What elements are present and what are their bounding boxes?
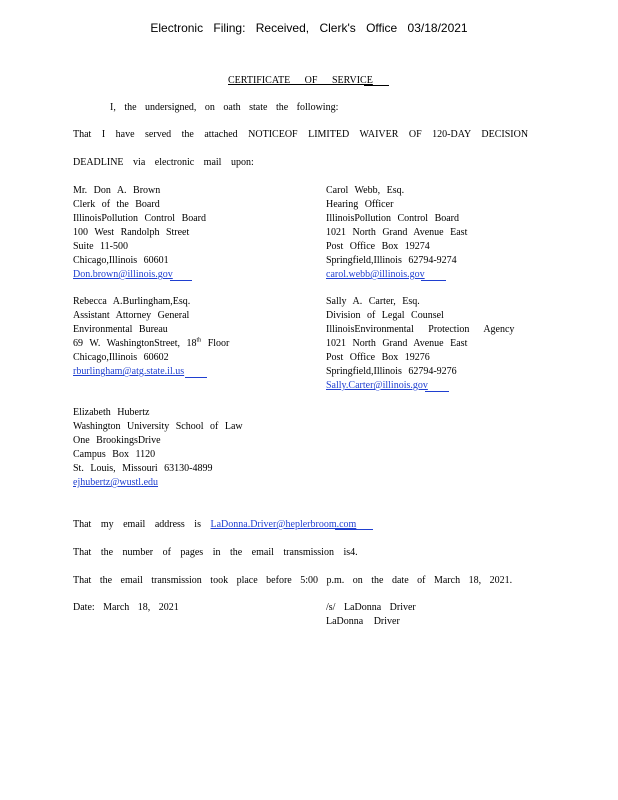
recipient-street (73, 337, 229, 351)
recipient-title: Assistant Attorney General (73, 310, 190, 321)
recipient-webb (326, 184, 467, 282)
email-underline (335, 529, 373, 530)
recipient-title: Hearing Officer (326, 199, 394, 210)
recipient-carter (326, 295, 514, 393)
recipient-email-link[interactable]: Don.brown@illinois.gov (73, 269, 173, 280)
recipient-city: Chicago,Illinois 60601 (73, 255, 169, 266)
email-line-text: That my email address is (73, 519, 201, 530)
street-text: 69 W. WashingtonStreet, 18 (73, 338, 197, 349)
recipient-org: Environmental Bureau (73, 324, 168, 335)
recipient-street: 1021 North Grand Avenue East (326, 227, 468, 238)
recipient-city: Chicago,Illinois 60602 (73, 352, 169, 363)
recipient-suite: Suite 11-500 (73, 241, 129, 252)
floor-text: Floor (207, 338, 230, 349)
email-underline (425, 391, 449, 392)
recipient-name: Rebecca A.Burlingham,Esq. (73, 296, 191, 307)
filing-header: Electronic Filing: Received, Clerk's Office 03/18/2021 (150, 21, 468, 35)
recipient-city: St. Louis, Missouri 63130-4899 (73, 463, 213, 474)
served-line-2: DEADLINE via electronic mail upon: (73, 157, 254, 168)
recipient-burlingham (73, 295, 229, 379)
recipient-street: 100 West Randolph Street (73, 227, 190, 238)
recipient-pobox: Post Office Box 19276 (326, 352, 430, 363)
ordinal-suffix: th (196, 337, 202, 344)
title-underline (364, 85, 389, 86)
email-underline (185, 377, 207, 378)
date-line: Date: March 18, 2021 (73, 602, 179, 613)
email-underline (421, 280, 446, 281)
recipient-city: Springfield,Illinois 62794-9276 (326, 366, 457, 377)
recipient-org: IllinoisPollution Control Board (73, 213, 207, 224)
recipient-email-link[interactable]: Sally.Carter@illinois.gov (326, 380, 428, 391)
sender-email-link[interactable]: LaDonna.Driver@heplerbroom.com (210, 519, 357, 530)
recipient-email-link[interactable]: ejhubertz@wustl.edu (73, 477, 159, 488)
recipient-street: One BrookingsDrive (73, 435, 161, 446)
recipient-name: Elizabeth Hubertz (73, 407, 150, 418)
recipient-street: 1021 North Grand Avenue East (326, 338, 468, 349)
signature-line: /s/ LaDonna Driver (326, 602, 416, 613)
recipient-hubertz (73, 406, 243, 490)
recipient-name: Mr. Don A. Brown (73, 185, 161, 196)
email-address-line (73, 518, 356, 532)
recipient-email-link[interactable]: carol.webb@illinois.gov (326, 269, 425, 280)
recipient-name: Carol Webb, Esq. (326, 185, 405, 196)
recipient-org: IllinoisEnvironmental Protection Agency (326, 324, 515, 335)
intro-paragraph: I, the undersigned, on oath state the following: (110, 102, 339, 113)
recipient-title: Clerk of the Board (73, 199, 160, 210)
recipient-city: Springfield,Illinois 62794-9274 (326, 255, 457, 266)
served-line-1: That I have served the attached NOTICEOF LIMITED WAIVER OF 120-DAY DECISION (73, 129, 529, 140)
recipient-title: Division of Legal Counsel (326, 310, 444, 321)
recipient-org: IllinoisPollution Control Board (326, 213, 460, 224)
transmission-time-line: That the email transmission took place before 5:00 p.m. on the date of March 18, 2021. (73, 575, 513, 586)
recipient-brown (73, 184, 206, 282)
signer-name: LaDonna Driver (326, 616, 400, 627)
recipient-email-link[interactable]: rburlingham@atg.state.il.us (73, 366, 185, 377)
pages-line: That the number of pages in the email transmission is4. (73, 547, 358, 558)
recipient-campus-box: Campus Box 1120 (73, 449, 156, 460)
page-title: CERTIFICATE OF SERVICE (228, 75, 373, 86)
recipient-pobox: Post Office Box 19274 (326, 241, 430, 252)
recipient-org: Washington University School of Law (73, 421, 243, 432)
email-underline (170, 280, 192, 281)
recipient-name: Sally A. Carter, Esq. (326, 296, 420, 307)
